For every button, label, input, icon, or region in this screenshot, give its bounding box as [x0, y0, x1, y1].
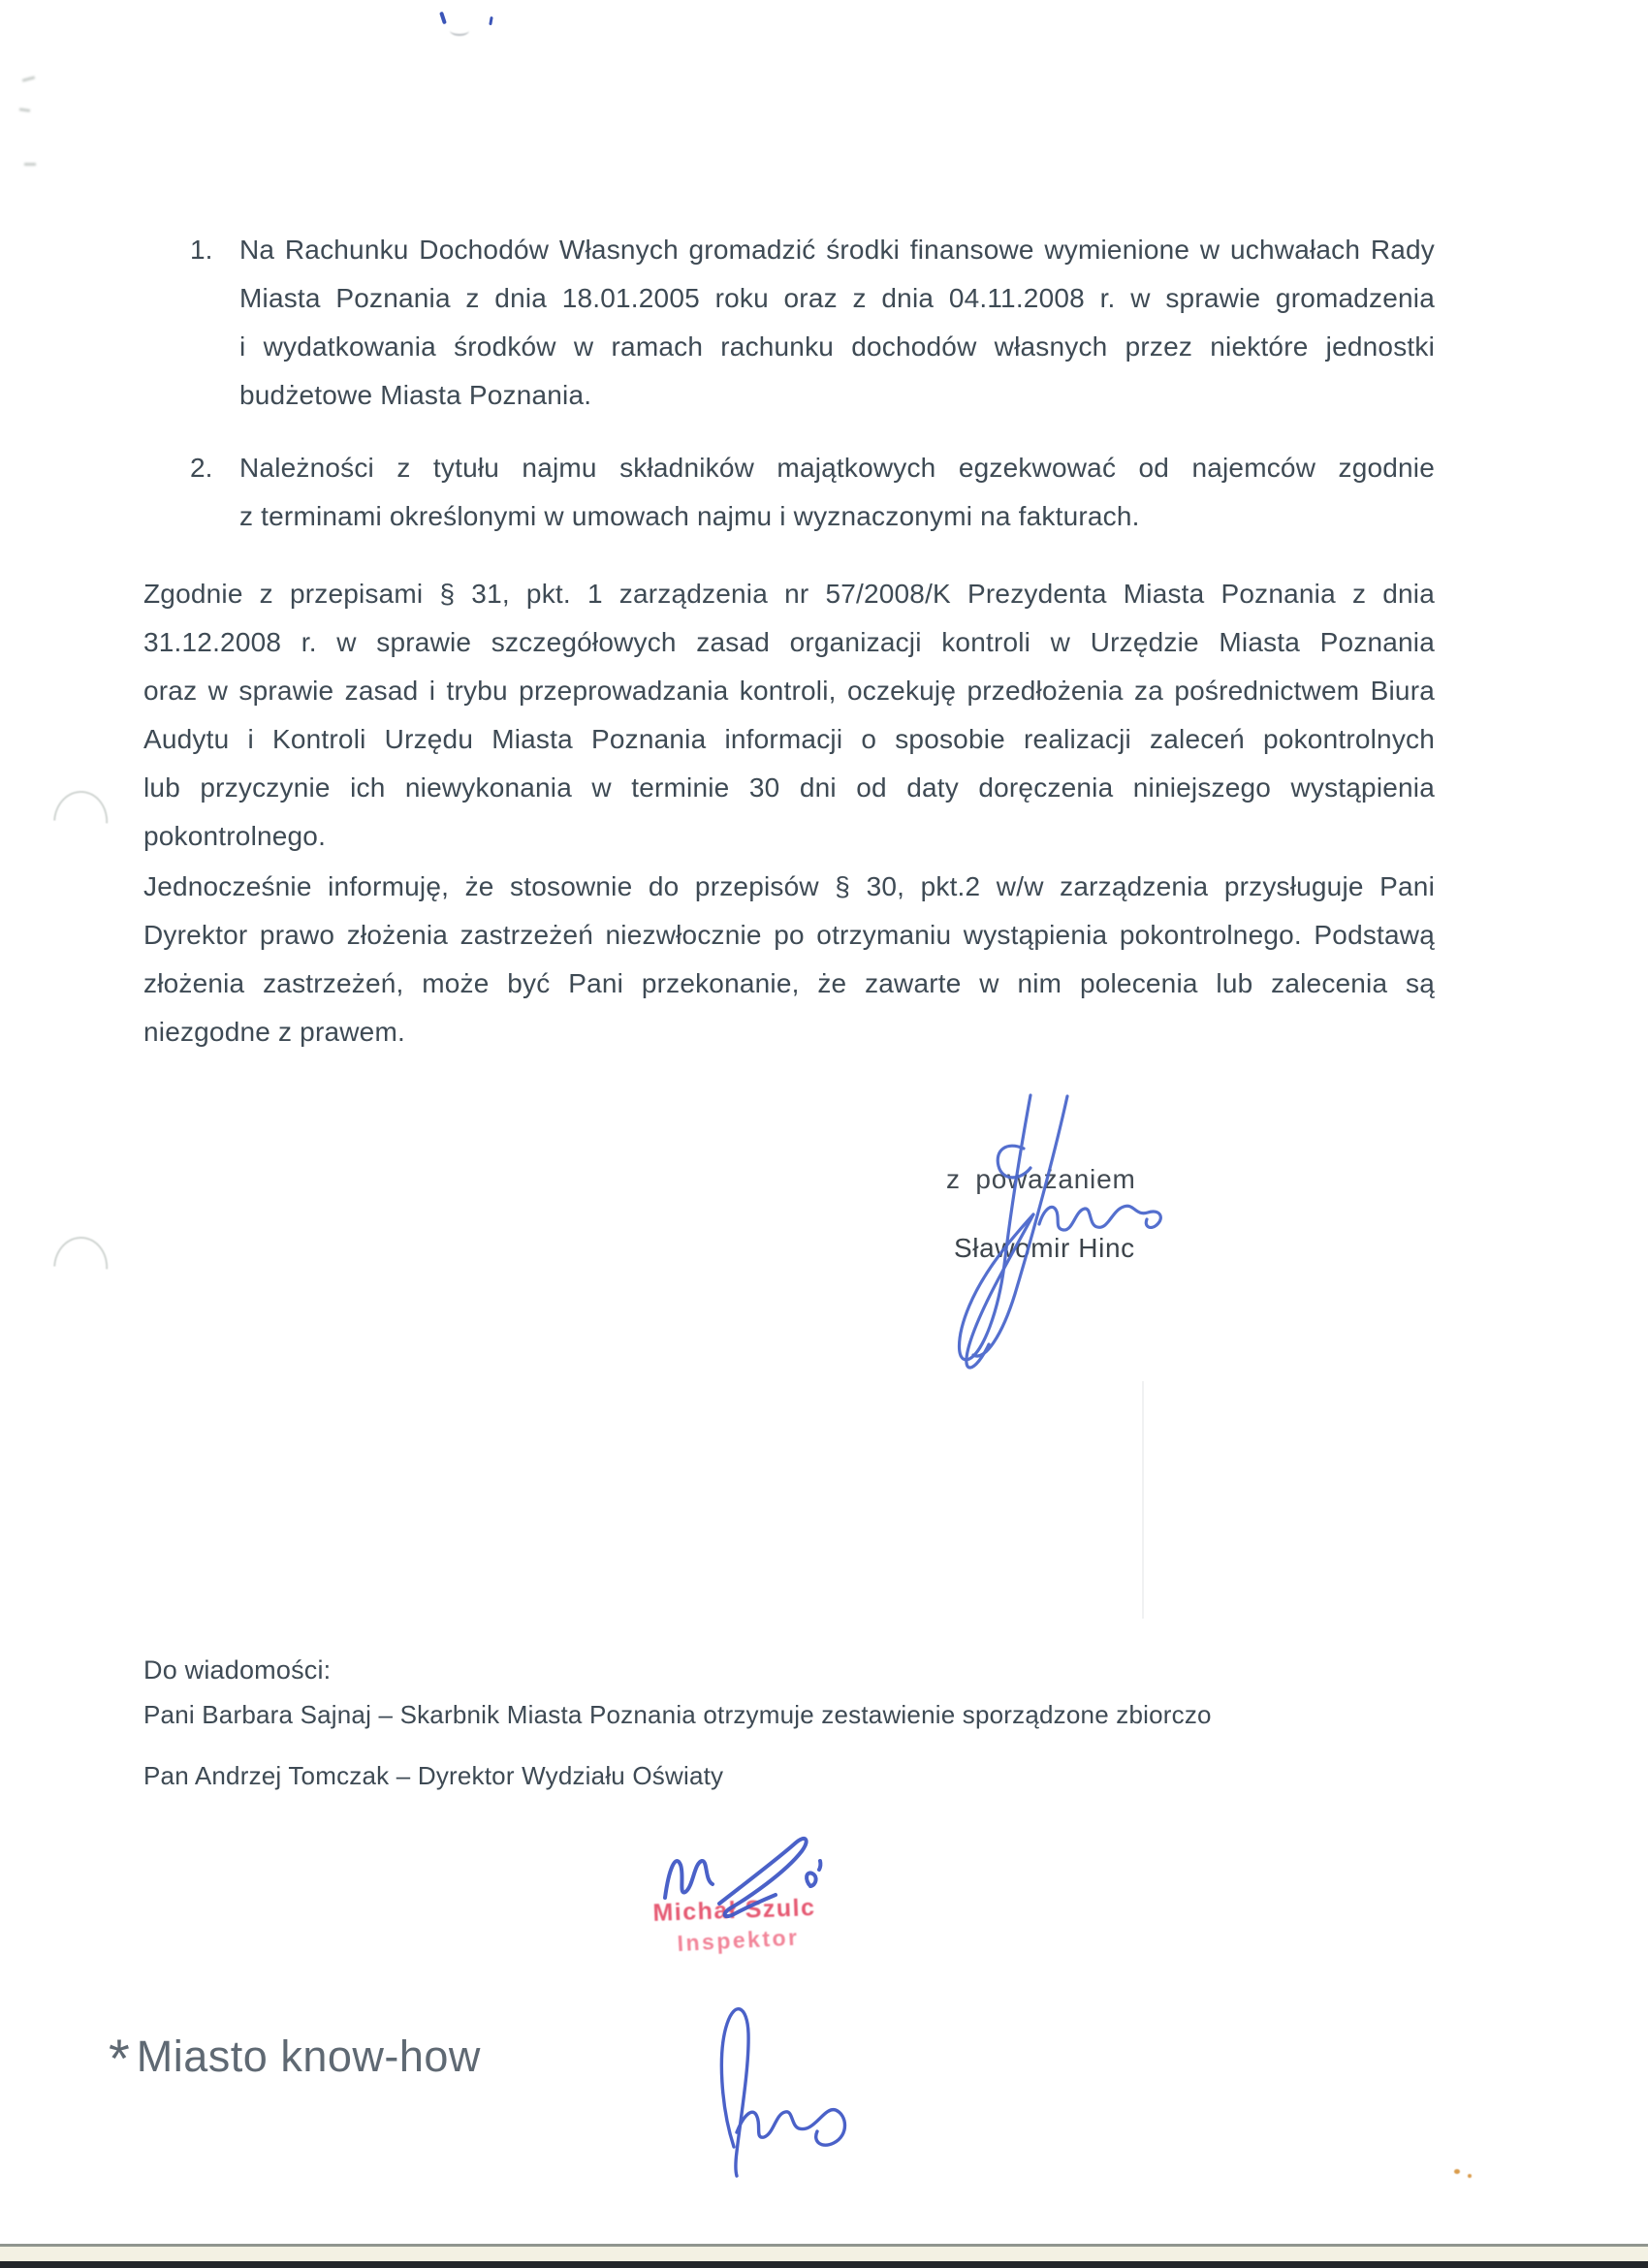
signer-name: Sławomir Hinc — [954, 1233, 1135, 1263]
body-line: Audytu i Kontroli Urzędu Miasta Poznania informacji o sposobie realizacji zaleceń pokontrolnych — [143, 724, 1435, 754]
logo-text: Miasto know-how — [136, 2032, 481, 2081]
cc-recipient: Pan Andrzej Tomczak – Dyrektor Wydziału Oświaty — [143, 1761, 724, 1790]
list-item-1 — [143, 226, 1435, 420]
scan-speck — [450, 25, 469, 36]
scan-arc-artifact — [53, 790, 110, 824]
scan-speck — [1454, 2169, 1460, 2174]
closing-salutation: z poważaniem — [946, 1164, 1136, 1194]
list-item-number: 1. — [190, 235, 213, 265]
list-item-lines — [239, 226, 1435, 420]
scan-streak — [1142, 1381, 1144, 1619]
cc-heading: Do wiadomości: — [143, 1655, 332, 1685]
logo-asterisk-icon: * — [109, 2028, 130, 2089]
hinc-signature-ink — [921, 1061, 1212, 1410]
scan-mark — [24, 163, 36, 166]
body-line: lub przyczynie ich niewykonania w terminie 30 dni od daty doręczenia niniejszego wystąpienia — [143, 772, 1435, 803]
scan-arc-artifact — [53, 1236, 110, 1270]
body-line: Jednocześnie informuję, że stosownie do przepisów § 30, pkt.2 w/w zarządzenia przysługuje Pani — [143, 871, 1435, 901]
body-line: niezgodne z prawem. — [143, 1017, 405, 1047]
scan-speck-ink — [489, 16, 493, 25]
body-line: i wydatkowania środków w ramach rachunku dochodów własnych przez niektóre jednostki — [239, 331, 1435, 362]
list-item-2 — [143, 444, 1435, 541]
paragraph-2 — [143, 863, 1435, 1056]
body-line: złożenia zastrzeżeń, może być Pani przekonanie, że zawarte w nim polecenia lub zalecenia są — [143, 968, 1435, 998]
body-line: Dyrektor prawo złożenia zastrzeżeń niezwłocznie po otrzymaniu wystąpienia pokontrolnego. Podstawą — [143, 920, 1435, 950]
szulc-signature-ink — [630, 1812, 882, 2200]
body-line: budżetowe Miasta Poznania. — [239, 380, 592, 410]
body-line: pokontrolnego. — [143, 821, 327, 851]
miasto-know-how-logo — [109, 2028, 481, 2089]
bottom-scan-strip — [0, 2247, 1648, 2261]
stamp-name: Michał Szulc — [651, 1894, 816, 1927]
list-item-lines — [239, 444, 1435, 541]
scan-speck — [1468, 2174, 1472, 2178]
bottom-scan-band — [0, 2261, 1648, 2268]
scan-speck-ink — [439, 12, 447, 25]
body-line: z terminami określonymi w umowach najmu i wyznaczonymi na fakturach. — [239, 501, 1140, 531]
cc-recipient: Pani Barbara Sajnaj – Skarbnik Miasta Poznania otrzymuje zestawienie sporządzone zbiorczo — [143, 1700, 1212, 1729]
body-line: Należności z tytułu najmu składników majątkowych egzekwować od najemców zgodnie — [239, 453, 1435, 483]
scan-mark — [19, 108, 30, 112]
body-line: Na Rachunku Dochodów Własnych gromadzić środki finansowe wymienione w uchwałach Rady — [239, 235, 1435, 265]
stamp-title: Inspektor — [676, 1924, 801, 1957]
body-line: Miasta Poznania z dnia 18.01.2005 roku oraz z dnia 04.11.2008 r. w sprawie gromadzenia — [239, 283, 1435, 313]
paragraph-1 — [143, 570, 1435, 861]
scan-mark — [22, 76, 35, 81]
list-item-number: 2. — [190, 453, 213, 483]
body-line: 31.12.2008 r. w sprawie szczegółowych zasad organizacji kontroli w Urzędzie Miasta Poznania — [143, 627, 1435, 657]
body-line: oraz w sprawie zasad i trybu przeprowadzania kontroli, oczekuję przedłożenia za pośrednictwem Biura — [143, 676, 1435, 706]
body-line: Zgodnie z przepisami § 31, pkt. 1 zarządzenia nr 57/2008/K Prezydenta Miasta Poznania z dnia — [143, 579, 1435, 609]
